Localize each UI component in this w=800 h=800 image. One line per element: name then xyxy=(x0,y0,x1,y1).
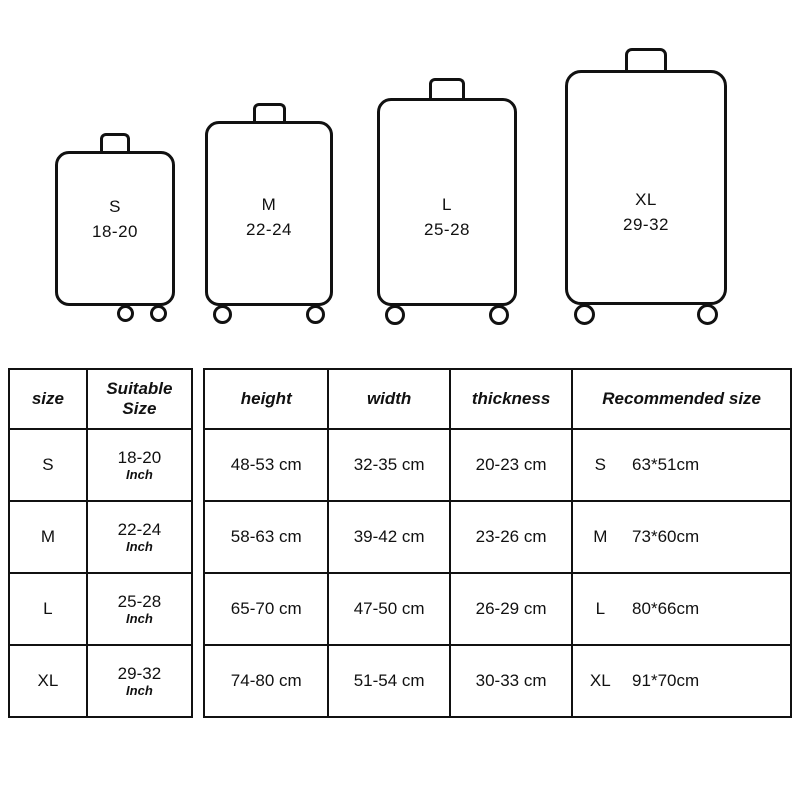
cell-width: 47-50 cm xyxy=(328,573,449,645)
cell-size: XL xyxy=(9,645,87,717)
suitcase-wheel-icon xyxy=(117,305,134,322)
suitcase-label-m xyxy=(205,193,333,242)
cell-height: 74-80 cm xyxy=(204,645,328,717)
suitcase-label-xl xyxy=(565,188,727,237)
suitcase-inch-label: 22-24 xyxy=(246,219,292,239)
table-row xyxy=(204,645,791,717)
header-width: width xyxy=(328,369,449,429)
table-row xyxy=(9,645,192,717)
suitcase-handle-icon xyxy=(100,133,130,153)
cell-recommended-label: XL xyxy=(589,671,611,690)
suitcase-wheel-icon xyxy=(306,305,325,324)
cell-recommended xyxy=(572,501,791,573)
suitcase-label-l xyxy=(377,193,517,242)
suitcase-inch-label: 29-32 xyxy=(623,214,669,234)
suitcase-size-label: XL xyxy=(635,190,657,209)
suitcase-wheel-icon xyxy=(489,305,509,325)
cell-suitable-value: 25-28 xyxy=(117,592,162,611)
table-row xyxy=(9,573,192,645)
cell-width: 51-54 cm xyxy=(328,645,449,717)
cell-suitable xyxy=(87,645,192,717)
cell-suitable-unit: Inch xyxy=(126,611,153,626)
cell-thickness: 20-23 cm xyxy=(450,429,573,501)
suitcase-handle-icon xyxy=(625,48,667,72)
cell-recommended-dim: 63*51cm xyxy=(632,455,700,474)
cell-suitable-value: 29-32 xyxy=(117,664,162,683)
suitcase-size-label: M xyxy=(261,195,277,214)
suitcase-wheel-icon xyxy=(150,305,167,322)
table-row xyxy=(9,501,192,573)
header-suitable-size: Suitable Size xyxy=(87,369,192,429)
suitcase-wheel-icon xyxy=(697,304,718,325)
suitcase-s xyxy=(55,133,175,333)
cell-suitable-unit: Inch xyxy=(126,539,153,554)
suitcase-l xyxy=(377,78,517,333)
suitcase-size-label: L xyxy=(442,195,452,214)
table-header-row xyxy=(204,369,791,429)
cell-recommended-dim: 73*60cm xyxy=(632,527,700,546)
table-row xyxy=(204,573,791,645)
cell-recommended-dim: 91*70cm xyxy=(632,671,700,690)
cell-recommended-dim: 80*66cm xyxy=(632,599,700,618)
cell-height: 58-63 cm xyxy=(204,501,328,573)
suitcase-wheel-icon xyxy=(574,304,595,325)
suitcase-inch-label: 25-28 xyxy=(424,219,470,239)
table-row xyxy=(204,429,791,501)
cell-thickness: 26-29 cm xyxy=(450,573,573,645)
suitcase-size-label: S xyxy=(109,197,121,216)
cell-recommended-label: M xyxy=(593,527,608,546)
cell-thickness: 23-26 cm xyxy=(450,501,573,573)
cell-recommended xyxy=(572,429,791,501)
cell-height: 65-70 cm xyxy=(204,573,328,645)
header-height: height xyxy=(204,369,328,429)
cell-recommended xyxy=(572,573,791,645)
size-table-left xyxy=(8,368,193,718)
cell-suitable xyxy=(87,429,192,501)
suitcase-inch-label: 18-20 xyxy=(92,221,138,241)
suitcase-wheel-icon xyxy=(385,305,405,325)
cell-width: 39-42 cm xyxy=(328,501,449,573)
table-header-row xyxy=(9,369,192,429)
size-table-right xyxy=(203,368,792,718)
cell-size: L xyxy=(9,573,87,645)
suitcase-wheel-icon xyxy=(213,305,232,324)
cell-width: 32-35 cm xyxy=(328,429,449,501)
header-recommended-size: Recommended size xyxy=(572,369,791,429)
table-row xyxy=(204,501,791,573)
cell-size: S xyxy=(9,429,87,501)
suitcase-xl xyxy=(565,48,727,333)
header-thickness: thickness xyxy=(450,369,573,429)
suitcase-handle-icon xyxy=(429,78,465,100)
cell-recommended-label: L xyxy=(595,599,606,618)
cell-suitable-value: 22-24 xyxy=(117,520,162,539)
cell-suitable xyxy=(87,501,192,573)
cell-size: M xyxy=(9,501,87,573)
cell-suitable-unit: Inch xyxy=(126,683,153,698)
cell-recommended-label: S xyxy=(594,455,606,474)
cell-suitable-value: 18-20 xyxy=(117,448,162,467)
suitcase-m xyxy=(205,103,333,333)
cell-thickness: 30-33 cm xyxy=(450,645,573,717)
cell-suitable-unit: Inch xyxy=(126,467,153,482)
header-size: size xyxy=(9,369,87,429)
suitcase-label-s xyxy=(55,195,175,244)
cell-recommended xyxy=(572,645,791,717)
cell-height: 48-53 cm xyxy=(204,429,328,501)
cell-suitable xyxy=(87,573,192,645)
suitcase-illustration-group xyxy=(0,0,800,355)
table-row xyxy=(9,429,192,501)
suitcase-handle-icon xyxy=(253,103,286,123)
